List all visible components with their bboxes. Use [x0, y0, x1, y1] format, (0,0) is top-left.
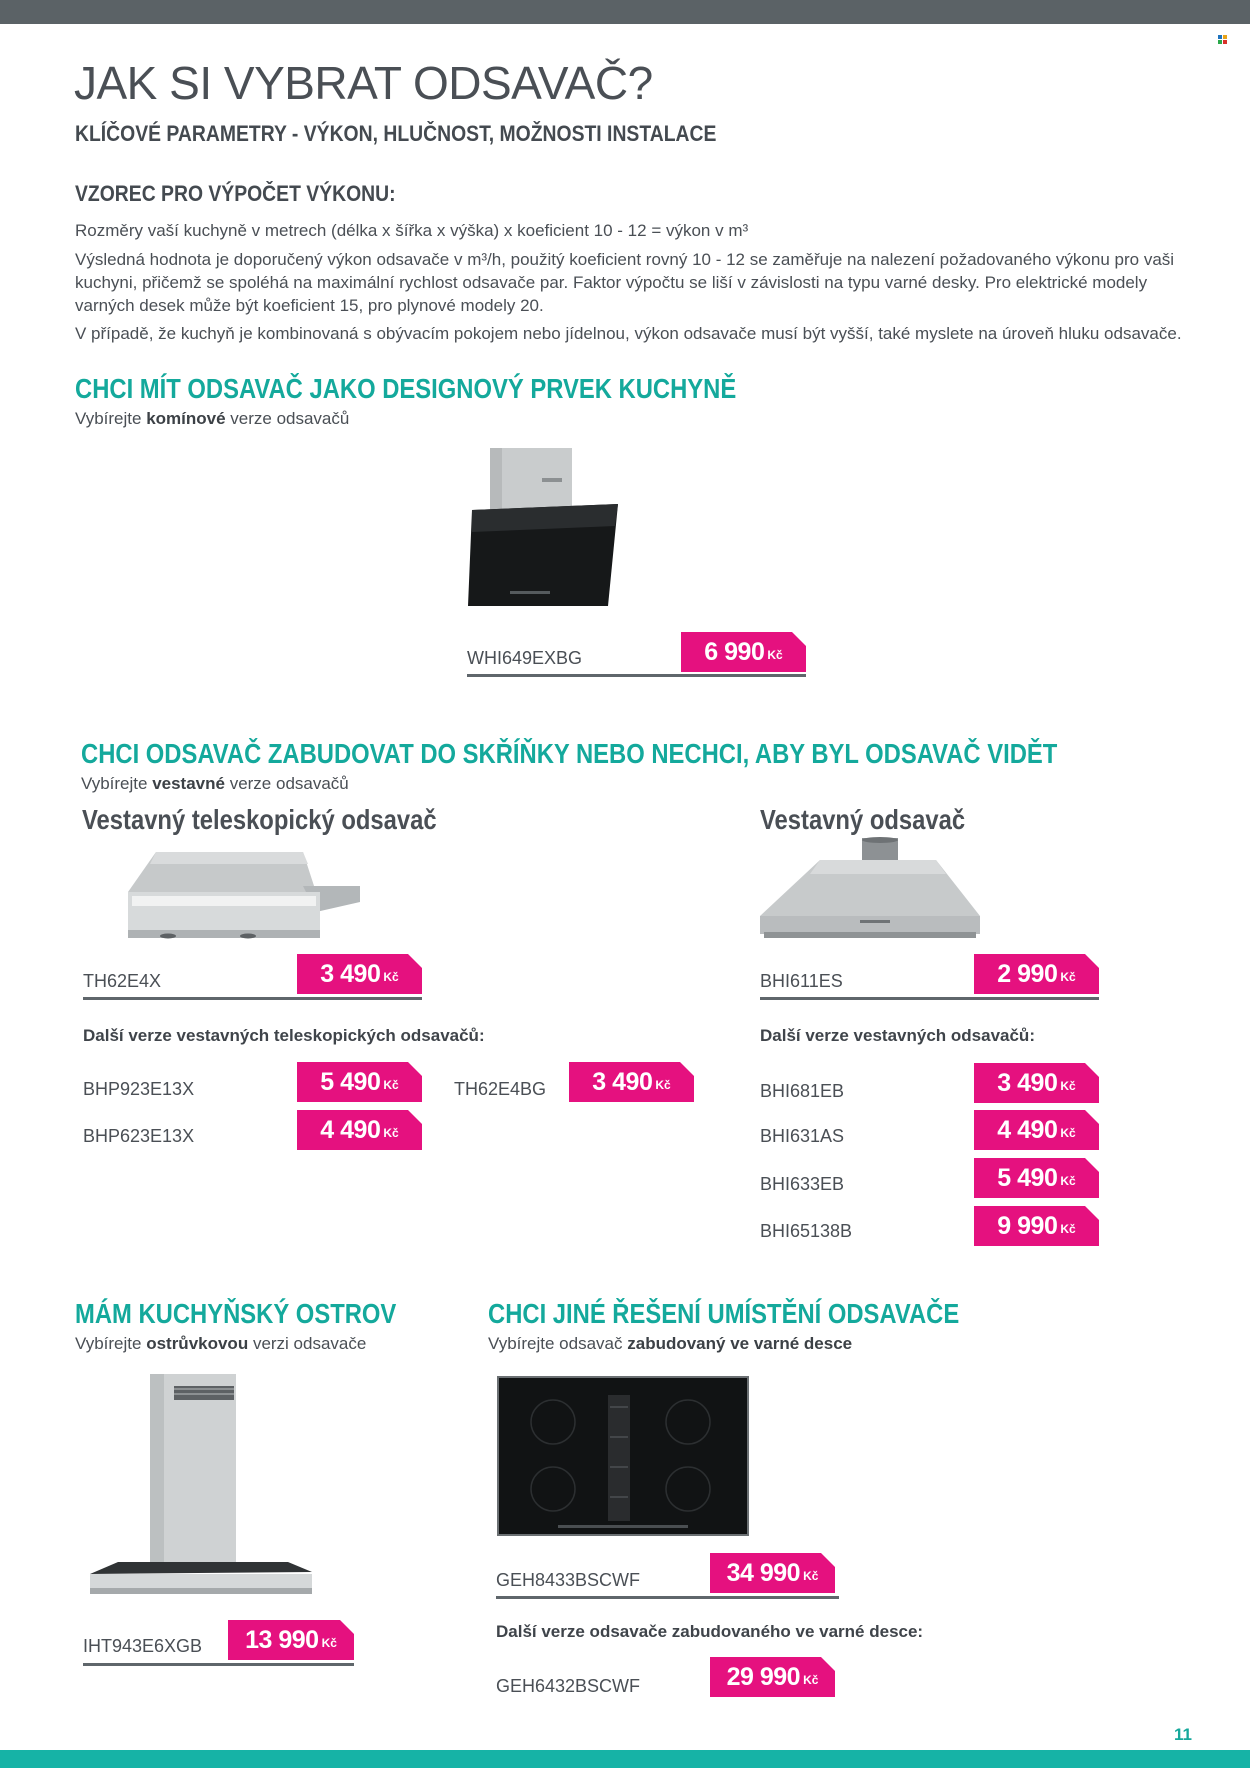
formula-paragraph: Výsledná hodnota je doporučený výkon odsavače v m³/h, použitý koeficient rovný 10 - 12 se zaměřuje na nalezení požadovaného výkonu pro vaši kuchyni, přičemž se spoléhá na maximální rychlost odsavače par. Faktor výpočtu se liší v závislosti na typu varné desky. Pro elektrické modely varných desek může být koeficient 15, pro plynové modely 20. [75, 250, 1175, 315]
integrated-more-price-3: 5 490 Kč [974, 1158, 1099, 1198]
hob-more-model-1: GEH6432BSCWF [496, 1676, 641, 1696]
formula-note: V případě, že kuchyň je kombinovaná s obývacím pokojem nebo jídelnou, výkon odsavače musí být vyšší, také myslete na úroveň hluku odsavače. [75, 324, 1182, 343]
hob-price-tag: 34 990 Kč [710, 1553, 835, 1593]
bottom-bar [0, 1750, 1250, 1768]
integrated-main-model: BHI611ES [760, 971, 843, 991]
builtin-heading: CHCI ODSAVAČ ZABUDOVAT DO SKŘÍŇKY NEBO NECHCI, ABY BYL ODSAVAČ VIDĚT [81, 738, 1058, 769]
integrated-main-underline [760, 997, 1099, 1000]
island-model: IHT943E6XGB [83, 1636, 203, 1656]
telescopic-more-price-1: 5 490 Kč [297, 1062, 422, 1102]
telescopic-more-price-2: 4 490 Kč [297, 1110, 422, 1150]
telescopic-more-model-2: BHP623E13X [83, 1126, 195, 1146]
hob-model: GEH8433BSCWF [496, 1570, 641, 1590]
telescopic-hood-image [128, 852, 360, 942]
top-bar [0, 0, 1250, 24]
integrated-more-model-3: BHI633EB [760, 1174, 845, 1194]
design-underline [467, 674, 806, 677]
design-subheading: Vybírejte komínové verze odsavačů [75, 409, 350, 428]
hob-underline [496, 1596, 839, 1599]
island-underline [83, 1663, 354, 1666]
design-model: WHI649EXBG [467, 648, 583, 668]
island-hood-image [88, 1374, 314, 1600]
page-subtitle: KLÍČOVÉ PARAMETRY - VÝKON, HLUČNOST, MOŽNOSTI INSTALACE [75, 121, 717, 146]
formula-heading: VZOREC PRO VÝPOČET VÝKONU: [75, 181, 396, 206]
integrated-title: Vestavný odsavač [760, 804, 966, 835]
integrated-more-heading: Další verze vestavných odsavačů: [760, 1026, 1035, 1045]
corner-logo-mark [1218, 35, 1227, 44]
integrated-main-price-tag: 2 990 Kč [974, 954, 1099, 994]
island-price-tag: 13 990 Kč [228, 1620, 354, 1660]
telescopic-more-heading: Další verze vestavných teleskopických odsavačů: [83, 1026, 485, 1045]
builtin-subheading: Vybírejte vestavné verze odsavačů [81, 774, 349, 793]
integrated-hood-image [760, 838, 982, 946]
design-price-tag: 6 990 Kč [681, 632, 806, 672]
hob-more-price-1: 29 990 Kč [710, 1657, 835, 1697]
page-number: 11 [1174, 1725, 1192, 1744]
chimney-hood-image [460, 446, 630, 616]
telescopic-main-price-tag: 3 490 Kč [297, 954, 422, 994]
telescopic-more-price-3: 3 490 Kč [569, 1062, 694, 1102]
telescopic-main-model: TH62E4X [83, 971, 162, 991]
hob-subheading: Vybírejte odsavač zabudovaný ve varné desce [488, 1334, 853, 1353]
island-heading: MÁM KUCHYŇSKÝ OSTROV [75, 1298, 397, 1329]
telescopic-more-model-3: TH62E4BG [454, 1079, 547, 1099]
integrated-more-model-2: BHI631AS [760, 1126, 845, 1146]
design-heading: CHCI MÍT ODSAVAČ JAKO DESIGNOVÝ PRVEK KUCHYNĚ [75, 373, 737, 404]
integrated-more-price-2: 4 490 Kč [974, 1110, 1099, 1150]
integrated-more-price-4: 9 990 Kč [974, 1206, 1099, 1246]
formula-line: Rozměry vaší kuchyně v metrech (délka x šířka x výška) x koeficient 10 - 12 = výkon v m³ [75, 221, 749, 240]
telescopic-title: Vestavný teleskopický odsavač [82, 804, 437, 835]
hob-more-heading: Další verze odsavače zabudovaného ve varné desce: [496, 1622, 924, 1641]
page-title: JAK SI VYBRAT ODSAVAČ? [74, 57, 653, 109]
integrated-more-model-4: BHI65138B [760, 1221, 853, 1241]
telescopic-more-model-1: BHP923E13X [83, 1079, 195, 1099]
telescopic-main-underline [83, 997, 422, 1000]
integrated-more-model-1: BHI681EB [760, 1081, 845, 1101]
island-subheading: Vybírejte ostrůvkovou verzi odsavače [75, 1334, 367, 1353]
hob-heading: CHCI JINÉ ŘEŠENÍ UMÍSTĚNÍ ODSAVAČE [488, 1298, 960, 1329]
hob-image [498, 1377, 748, 1535]
integrated-more-price-1: 3 490 Kč [974, 1063, 1099, 1103]
